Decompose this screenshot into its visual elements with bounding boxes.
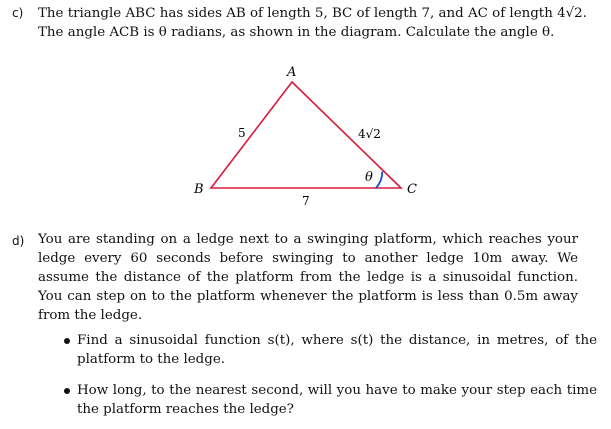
bullet-dot-1	[64, 338, 70, 344]
angle-theta-arc	[376, 172, 382, 189]
vertex-b-label: B	[194, 182, 204, 197]
side-ac-label: 4√2	[358, 127, 381, 141]
question-c-line-2: The angle ACB is θ radians, as shown in the diagram. Calculate the angle θ.	[38, 25, 555, 40]
bullet-dot-2	[64, 388, 70, 394]
vertex-a-label: A	[287, 65, 297, 80]
bullet-item-1: Find a sinusoidal function s(t), where s(t) the distance, in metres, of the platform to the ledge.	[77, 333, 597, 367]
bullet-item-2: How long, to the nearest second, will you have to make your step each time the platform reaches the ledge?	[77, 383, 597, 417]
question-d-label: d)	[12, 234, 25, 248]
question-c-line-1: The triangle ABC has sides AB of length 5, BC of length 7, and AC of length 4√2.	[38, 6, 587, 21]
question-c-label: c)	[12, 6, 24, 20]
vertex-c-label: C	[407, 182, 417, 197]
side-ab-label: 5	[238, 126, 246, 140]
question-d-paragraph: You are standing on a ledge next to a swinging platform, which reaches your ledge every 60 seconds before swinging to another ledge 10m away. We assume the distance of the platform from the ledge is a sinusoidal function. You can step on to the platform whenever the platform is less than 0.5m away from the ledge.	[38, 232, 578, 323]
angle-theta-label: θ	[365, 170, 373, 185]
side-bc-label: 7	[302, 194, 310, 208]
